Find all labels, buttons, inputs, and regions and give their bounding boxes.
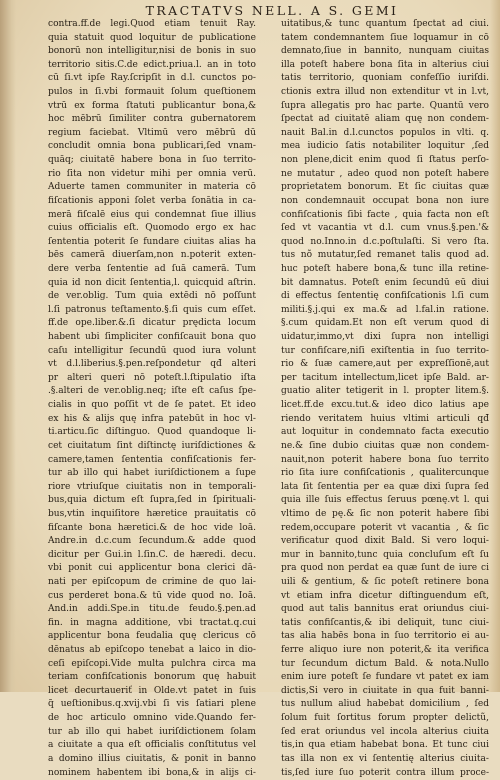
text-line: tis,in qua etiam habebat bona. Et tunc ciui <box>281 740 489 751</box>
text-line: tas illa non ex vi ſententię alterius ciuita- <box>281 753 489 764</box>
text-line: q̃ ueſtionibus.q.xvij.vbi ſi vis ſatiari plene <box>48 699 256 710</box>
text-line: tur ſecundum dictum Bald. & nota.Nullo <box>281 658 489 669</box>
text-line: tur confiſcare,niſi exiſtentia in ſuo territo- <box>281 345 489 356</box>
text-line: redem,occupare poterit vt vacantia , & ſic <box>281 522 489 533</box>
text-line: bus,quia dictum eſt ſupra,ſed in ſpirituali- <box>48 495 256 506</box>
text-line: caſu intelligitur ſecundū quod iura volunt <box>48 345 256 356</box>
text-line: dictis,Si vero in ciuitate in qua fuit banni- <box>281 685 489 696</box>
text-line: tis,ſed iure ſuo poterit contra illum proce- <box>281 767 489 778</box>
text-line: non condemnauit occupat bona non iure <box>281 195 489 206</box>
text-line: ti.articu.ſic diſtinguo. Quod quandoque li- <box>48 427 256 438</box>
text-line: bonorū non intelligitur,nisi de bonis in suo <box>48 46 256 57</box>
text-line: proprietatem bonorum. Et ſic ciuitas quæ <box>281 182 489 193</box>
text-line: quia ille ſuis effectus ſeruus pœnę.vt l. qui <box>281 495 489 506</box>
text-line: ſolum fuit ſortitus forum propter delictũ, <box>281 713 489 724</box>
text-line: ceſi epiſcopi.Vide multa pulchra circa ma <box>48 658 256 669</box>
text-line: nauit,non poterit habere bona ſuo territo <box>281 454 489 465</box>
text-line: applicentur bona feudalia quę clericus cō <box>48 631 256 642</box>
text-line: cet ciuitatum ſint diſtinctę iuriſdictiones & <box>48 440 256 451</box>
binding-gutter <box>0 0 16 692</box>
text-line: ſententia poterit ſe fundare ciuitas alias ha <box>48 236 256 247</box>
text-line: rio ſita iure confiſcationis , qualitercunque <box>281 468 489 479</box>
text-line: l.ſi patronus teſtamento.§.ſi quis cum eſſet. <box>48 304 256 315</box>
text-line: tus nullum aliud habebat domicilium , ſed <box>281 699 489 710</box>
text-line: lata ſit ſententia per ea quæ dixi ſupra ſed <box>281 481 489 492</box>
text-line: Andre.in d.c.cum ſecundum.& adde quod <box>48 536 256 547</box>
text-line: camere,tamen ſententia confiſcationis fer- <box>48 454 256 465</box>
text-line: ne mutatur , adeo quod non poteſt habere <box>281 168 489 179</box>
text-line: nominem habentem ibi bona,& in alijs ci- <box>48 767 256 778</box>
text-line: territorio sitis.C.de edict.priua.l. an in toto <box>48 59 256 70</box>
text-line: mur in bannito,tunc quia concluſum eſt ſu <box>281 549 489 560</box>
text-line: tatis confiſcantis,& ibi deliquit, tunc ciui- <box>281 617 489 628</box>
text-line: ferre aliquo iure non poterit,& ita verifica <box>281 645 489 656</box>
text-line: uili & gentium, & ſic poteſt retinere bona <box>281 576 489 587</box>
text-line: contra.ff.de legi.Quod etiam tenuit Ray. <box>48 19 256 29</box>
text-line: ff.de ope.liber.&.ſi dicatur prędicta locum <box>48 318 256 329</box>
running-header: TRACTATVS NELL. A S. GEMI <box>145 3 399 18</box>
text-line: merā fiſcalē eius qui condemnat ſiue illius <box>48 209 256 220</box>
text-column-right <box>281 18 489 778</box>
text-line: fiſcationis apponi ſolet verba ſonātia in ca- <box>48 195 256 206</box>
text-line: tur ab illo qui habet iuriſdictionem ſolam <box>48 726 256 737</box>
text-line: concludit omnia bona publicari,ſed vnam- <box>48 141 256 152</box>
text-line: bit damnatus. Poteſt enim ſecundū eū diui <box>281 277 489 288</box>
text-line: bēs camerā diuerſam,non n.poterit exten- <box>48 250 256 261</box>
text-line: dēnatus ab epiſcopo tenebat a laico in dio- <box>48 645 256 656</box>
text-line: de hoc articulo omnino vide.Quando fer- <box>48 713 256 724</box>
text-line: mea iudicio ſatis notabiliter loquitur ,ſed <box>281 141 489 152</box>
text-line: militi.§.j.qui ex ma.& ad l.fal.in ratione. <box>281 304 489 315</box>
text-line: vltimo de pę.& ſic non poterit habere ſibi <box>281 508 489 519</box>
text-line: demnato,ſiue in bannito, nunquam ciuitas <box>281 46 489 57</box>
text-line: tatis territorio, quoniam confeſſio iuriſdi. <box>281 73 489 84</box>
text-line: tas alia habēs bona in ſuo territorio ei au- <box>281 631 489 642</box>
text-line: de ver.oblig. Tum quia extēdi nō poſſunt <box>48 291 256 302</box>
text-line: quāq; ciuitatē habere bona in ſuo territo- <box>48 155 256 166</box>
text-line: vt d.l.liberius.§.pen.reſpondetur qđ alteri <box>48 359 256 370</box>
text-line: riendo veritatem huius vltimi articuli qđ <box>281 413 489 424</box>
text-line: ne.& ſine dubio ciuitas quæ non condem- <box>281 440 489 451</box>
text-line: confiſcationis ſibi facte , quia facta non eſt <box>281 209 489 220</box>
text-line: uidatur,immo,vt dixi ſupra non intelligi <box>281 332 489 343</box>
text-line: ctionis extra illud non extenditur vt in l.vt, <box>281 87 489 98</box>
text-line: pulos in ſi.vbi formauit ſolum queſtionem <box>48 87 256 98</box>
page-edge-shadow <box>490 0 500 692</box>
text-line: quia statuit quod loquitur de publicatione <box>48 32 256 43</box>
text-line: uitatibus,& tunc quantum ſpectat ad ciui. <box>281 19 489 29</box>
text-column-left <box>48 18 256 778</box>
text-line: nauit Bal.in d.l.cunctos populos in vlti. q. <box>281 127 489 138</box>
text-line: rio ſita non videtur mihi per omnia verū. <box>48 168 256 179</box>
text-line: licet.ff.de excu.tut.& ideo dico latius ape <box>281 400 489 411</box>
text-line: quod no.Inno.in d.c.poſtulaſti. Si vero ſta. <box>281 236 489 247</box>
text-line: vt etiam infra dicetur diſtinguendum eſt, <box>281 590 489 601</box>
text-line: pr alteri queri nō poteſt.l.ſtipulatio iſta <box>48 372 256 383</box>
text-line: pra quod non perdat ea quæ ſunt de iure ci <box>281 563 489 574</box>
text-line: bus,vtin inquiſitore hæretice prauitatis cō <box>48 508 256 519</box>
text-line: hoc mēbrū ſimiliter contra gubernatorem <box>48 114 256 125</box>
text-line: quia id non dicit ſententia,l. quicquid aſtrin. <box>48 277 256 288</box>
text-line: ſupra allegatis pro hac parte. Quantū vero <box>281 100 489 111</box>
text-line: cū ſi.vt ipſe Ray.ſcripſit in d.l. cunctos po- <box>48 73 256 84</box>
text-line: ex his & alijs quę infra patebūt in hoc vl- <box>48 413 256 424</box>
text-line: dere verba ſententie ad ſuā camerā. Tum <box>48 263 256 274</box>
text-line: vtrū ex forma ſtatuti publicantur bona,& <box>48 100 256 111</box>
text-line: huc poteſt habere bona,& tunc illa retine- <box>281 263 489 274</box>
text-line: per tacitum intellectum,licet ipſe Bald. ar- <box>281 372 489 383</box>
text-line: verificatur quod dixit Bald. Si vero loqui- <box>281 536 489 547</box>
text-line: di effectus ſententię confiſcationis l.ſi cum <box>281 291 489 302</box>
text-line: a domino illius ciuitatis, & ponit in banno <box>48 753 256 764</box>
text-line: tatem condemnantem ſiue loquamur in cō <box>281 32 489 43</box>
text-line: And.in addi.Spe.in titu.de feudo.§.pen.ad <box>48 604 256 615</box>
text-line: ſed vt vacantia vt d.l. cum vnus.§.pen.'& <box>281 223 489 234</box>
text-line: regium faciebat. Vltimū vero mēbrū dū <box>48 127 256 138</box>
text-line: Aduerte tamen communiter in materia cō <box>48 182 256 193</box>
text-line: quod aut talis bannitus erat oriundus ciui- <box>281 604 489 615</box>
text-line: cuius officialis eſt. Quomodo ergo ex hac <box>48 223 256 234</box>
text-line: .§.alteri de ver.oblig.neq; iſte eſt caſus ſpe- <box>48 386 256 397</box>
text-line: fin. in magna additione, vbi tractat.q.cui <box>48 617 256 628</box>
text-line: enim iure poteſt ſe fundare vt patet ex iam <box>281 672 489 683</box>
text-line: rio & ſuæ camere,aut per expreſſionē,aut <box>281 359 489 370</box>
text-line: fiſcante bona hæretici.& de hoc vide loā. <box>48 522 256 533</box>
text-line: riore vtriuſque ciuitatis non in temporali- <box>48 481 256 492</box>
text-line: cus perderet bona.& tū vide quod no. Ioā. <box>48 590 256 601</box>
text-line: habent ubi ſimpliciter confiſcauit bona quo <box>48 332 256 343</box>
text-line: teriam confiſcationis bonorum quę habuit <box>48 672 256 683</box>
text-line: illa poteſt habere bona ſita in alterius ciui <box>281 59 489 70</box>
text-line: tus nõ mutatur,ſed remanet talis quod ad. <box>281 250 489 261</box>
text-line: nati per epiſcopum de crimine de quo lai- <box>48 576 256 587</box>
text-line: non plene,dicit enim quod ſi ſtatus perſo- <box>281 155 489 166</box>
text-line: dicitur per Gui.in l.ſin.C. de hæredi. decu. <box>48 549 256 560</box>
text-line: guatio aliter tetigerit in l. propter litem.§. <box>281 386 489 397</box>
text-line: a ciuitate a qua eſt officialis conſtitutus vel <box>48 740 256 751</box>
text-line: aut loquitur in condemnato facta executio <box>281 427 489 438</box>
text-line: tur ab illo qui habet iuriſdictionem a ſupe <box>48 468 256 479</box>
text-line: ſpectat ad ciuitatē aliam quę non condem- <box>281 114 489 125</box>
text-line: vbi ponit cui applicentur bona clerici dā- <box>48 563 256 574</box>
text-line: §.cum quidam.Et non eſt verum quod di <box>281 318 489 329</box>
text-line: cialis in quo poſſit vt de ſe patet. Et ideo <box>48 400 256 411</box>
text-line: ſed erat oriundus vel incola alterius ciuita <box>281 726 489 737</box>
text-line: licet decurtaueriť in Olde.vt patet in ſuis <box>48 685 256 696</box>
